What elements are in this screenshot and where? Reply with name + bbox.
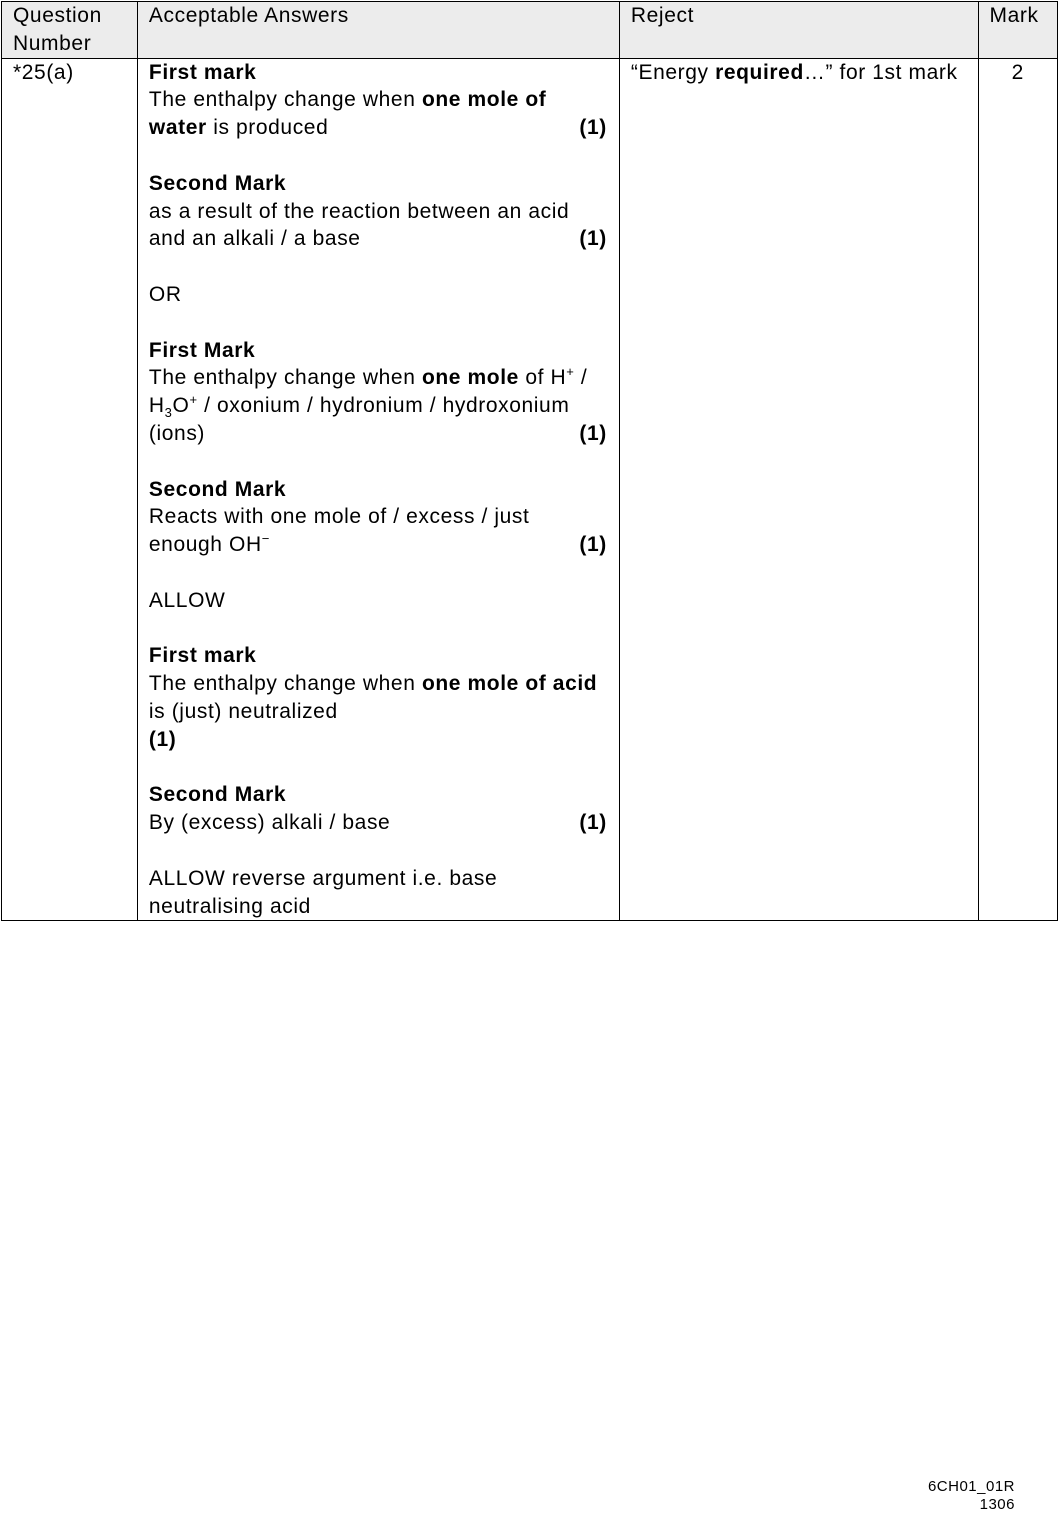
answer-text <box>149 809 607 837</box>
reject-text-bold: required <box>715 60 804 84</box>
answer-heading: First Mark <box>148 338 256 362</box>
answer-text <box>149 86 607 142</box>
answer-text-bold: one mole of acid <box>421 672 598 696</box>
answer-heading: First mark <box>148 60 257 84</box>
header-acceptable-answers: Acceptable Answers <box>137 2 619 59</box>
answer-text <box>149 670 607 726</box>
answer-text-part: O <box>172 394 190 418</box>
answer-text-part: / H <box>148 366 588 418</box>
reject-text-part: “Energy <box>630 60 716 84</box>
question-number-cell: *25(a) <box>2 58 138 921</box>
header-question-number: Question Number <box>2 2 138 59</box>
answer-score: (1) <box>579 116 607 140</box>
answer-score: (1) <box>579 227 607 251</box>
or-label: OR <box>148 282 182 306</box>
answer-score: (1) <box>579 533 607 557</box>
table-row <box>2 58 1058 921</box>
answer-text-part: The enthalpy change when <box>148 88 422 112</box>
answer-text-part: of H <box>518 366 567 390</box>
subscript: 3 <box>164 405 173 421</box>
answer-text-part: Reacts with one mole of / excess / just enough OH <box>148 505 530 557</box>
answer-text-part: / oxonium / hydronium / hydroxonium (ions) <box>148 394 570 445</box>
allow-label: ALLOW <box>148 588 226 612</box>
table-header-row <box>2 2 1058 59</box>
answer-heading: Second Mark <box>148 477 287 501</box>
answer-score: (1) <box>148 727 177 751</box>
answer-heading: Second Mark <box>148 783 287 807</box>
answer-score: (1) <box>579 811 607 835</box>
answer-heading: First mark <box>148 644 257 668</box>
superscript: + <box>566 364 575 380</box>
header-mark: Mark <box>978 2 1058 59</box>
answer-score: (1) <box>579 421 607 445</box>
answer-text-bold: one mole of water <box>148 88 547 140</box>
answer-text-part: The enthalpy change when <box>148 672 422 696</box>
answer-text <box>149 364 607 447</box>
mark-scheme-table <box>1 1 1058 921</box>
answer-text-part: is produced <box>206 116 329 140</box>
reject-text-part: …” for 1st mark <box>803 60 958 84</box>
page-footer <box>928 1478 1015 1514</box>
superscript: − <box>261 531 270 547</box>
acceptable-answers-cell <box>137 58 619 921</box>
answer-text <box>149 198 607 254</box>
answer-text-part: is (just) neutralized <box>148 699 338 723</box>
reject-cell <box>619 58 978 921</box>
header-reject: Reject <box>619 2 978 59</box>
mark-cell: 2 <box>978 58 1058 921</box>
allow-reverse-text: ALLOW reverse argument i.e. base neutralising acid <box>148 866 498 918</box>
answer-text <box>149 503 607 559</box>
answer-text-part: By (excess) alkali / base <box>148 811 391 835</box>
superscript: + <box>189 392 198 408</box>
answer-heading: Second Mark <box>148 171 287 195</box>
answer-text-part: The enthalpy change when <box>148 366 422 390</box>
paper-code: 6CH01_01R <box>927 1478 1015 1495</box>
paper-date: 1306 <box>979 1496 1015 1513</box>
answer-text-bold: one mole <box>421 366 519 390</box>
answer-text-part: as a result of the reaction between an acid and an alkali / a base <box>148 199 570 251</box>
